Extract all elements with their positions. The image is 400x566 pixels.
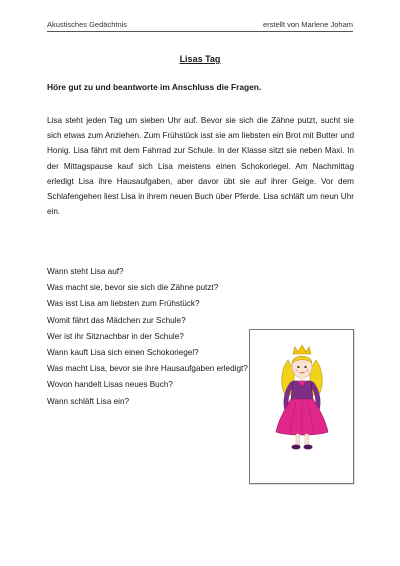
header-subject: Akustisches Gedächtnis xyxy=(47,20,128,29)
eye xyxy=(304,366,306,368)
instruction-text: Höre gut zu und beantworte im Anschluss die Fragen. xyxy=(47,82,262,92)
question-item: Wann schläft Lisa ein? xyxy=(47,396,130,406)
illustration-frame xyxy=(249,329,354,484)
leg xyxy=(296,434,300,445)
page-title: Lisas Tag xyxy=(179,54,221,64)
neck xyxy=(300,377,305,381)
question-item: Was isst Lisa am liebsten zum Frühstück? xyxy=(47,299,200,309)
story-paragraph: Lisa steht jeden Tag um sieben Uhr auf. Bevor sie sich die Zähne putzt, sucht sie sich etwas zum Anziehen. Zum Frühstück isst sie am liebsten ein Brot mit Butter und Honig. Lisa fährt mit dem Fahrrad zur Schule. In der Klasse sitzt sie neben Maxi. In der Mittagspause kauf sich Lisa meistens einen Schokoriegel. Am Nachmittag erledigt Lisa ihre Hausaufgaben, aber davor übt sie auf ihrer Geige. Vor dem Schlafengehen liest Lisa in ihrem neuen Buch über Pferde. Lisa schläft um neun Uhr ein. xyxy=(47,116,354,217)
cheek xyxy=(295,369,298,372)
shoe xyxy=(292,445,301,450)
crown xyxy=(293,345,311,354)
shoe xyxy=(304,445,313,450)
leg xyxy=(305,434,309,445)
question-item: Wer ist ihr Sitznachbar in der Schule? xyxy=(47,331,184,341)
question-item: Wovon handelt Lisas neues Buch? xyxy=(47,380,173,390)
question-item: Wann steht Lisa auf? xyxy=(47,267,124,276)
header-author: erstellt von Marlene Joham xyxy=(262,20,353,29)
question-list xyxy=(47,266,252,412)
question-item: Was macht Lisa, bevor sie ihre Hausaufgaben erledigt? xyxy=(47,364,248,374)
girl-with-crown-icon xyxy=(250,330,353,483)
question-item: Womit fährt das Mädchen zur Schule? xyxy=(47,315,186,325)
cheek xyxy=(306,369,309,372)
eye xyxy=(297,366,299,368)
question-item: Was macht sie, bevor sie sich die Zähne putzt? xyxy=(47,283,219,293)
question-item: Wann kauft Lisa sich einen Schokoriegel? xyxy=(47,347,199,357)
page-header xyxy=(47,20,353,32)
